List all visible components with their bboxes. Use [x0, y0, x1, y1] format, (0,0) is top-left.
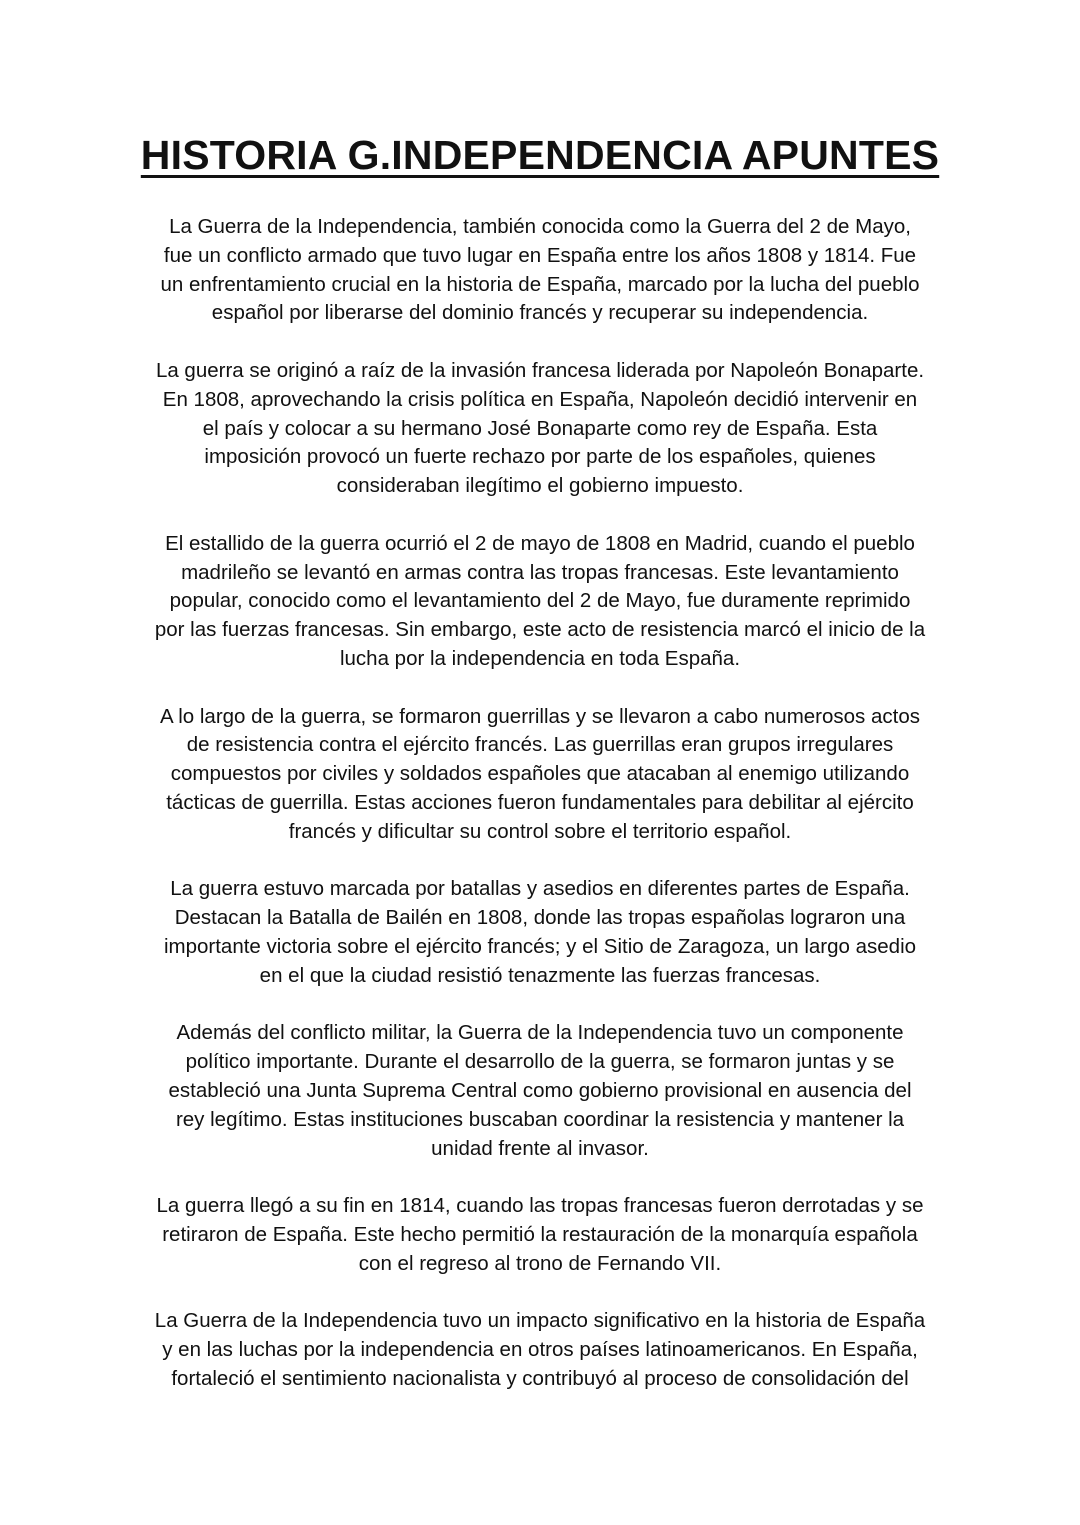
paragraph-4 — [120, 703, 960, 847]
paragraph-1 — [120, 213, 960, 328]
text-line: fortaleció el sentimiento nacionalista y contribuyó al proceso de consolidación del — [171, 1366, 909, 1390]
text-line: lucha por la independencia en toda España. — [339, 646, 741, 670]
text-line: La guerra llegó a su fin en 1814, cuando las tropas francesas fueron derrotadas y se — [156, 1194, 924, 1218]
text-line: y en las luchas por la independencia en otros países latinoamericanos. En España, — [162, 1338, 918, 1362]
text-line: de resistencia contra el ejército francés. Las guerrillas eran grupos irregulares — [186, 733, 894, 757]
paragraph-7 — [120, 1192, 960, 1278]
paragraph-2 — [120, 357, 960, 501]
text-line: imposición provocó un fuerte rechazo por parte de los españoles, quienes — [204, 445, 876, 469]
text-line: madrileño se levantó en armas contra las tropas francesas. Este levantamiento — [181, 560, 899, 584]
text-line: Destacan la Batalla de Bailén en 1808, donde las tropas españolas lograron una — [174, 906, 906, 930]
text-line: político importante. Durante el desarrollo de la guerra, se formaron juntas y se — [185, 1050, 895, 1074]
text-line: compuestos por civiles y soldados españoles que atacaban al enemigo utilizando — [170, 762, 910, 786]
text-line: en el que la ciudad resistió tenazmente las fuerzas francesas. — [259, 963, 821, 987]
text-line: importante victoria sobre el ejército francés; y el Sitio de Zaragoza, un largo asedio — [163, 934, 917, 958]
text-line: El estallido de la guerra ocurrió el 2 de mayo de 1808 en Madrid, cuando el pueblo — [165, 531, 915, 555]
text-line: La Guerra de la Independencia tuvo un impacto significativo en la historia de España — [154, 1309, 926, 1333]
text-line: retiraron de España. Este hecho permitió la restauración de la monarquía española — [162, 1222, 918, 1246]
text-line: fue un conflicto armado que tuvo lugar en España entre los años 1808 y 1814. Fue — [163, 243, 917, 267]
text-line: La Guerra de la Independencia, también conocida como la Guerra del 2 de Mayo, — [169, 215, 911, 238]
text-line: En 1808, aprovechando la crisis política en España, Napoleón decidió intervenir en — [162, 387, 918, 411]
text-line: por las fuerzas francesas. Sin embargo, este acto de resistencia marcó el inicio de la — [154, 618, 926, 642]
text-line: La guerra se originó a raíz de la invasión francesa liderada por Napoleón Bonaparte. — [155, 358, 925, 382]
text-line: francés y dificultar su control sobre el territorio español. — [288, 819, 792, 843]
document-body — [120, 213, 960, 1422]
text-line: consideraban ilegítimo el gobierno impuesto. — [336, 474, 744, 498]
paragraph-8 — [120, 1307, 960, 1393]
text-line: tácticas de guerrilla. Estas acciones fueron fundamentales para debilitar al ejército — [166, 790, 914, 814]
text-line: estableció una Junta Suprema Central como gobierno provisional en ausencia del — [168, 1078, 912, 1102]
text-line: con el regreso al trono de Fernando VII. — [358, 1251, 722, 1275]
text-line: Además del conflicto militar, la Guerra de la Independencia tuvo un componente — [176, 1021, 904, 1045]
paragraph-3 — [120, 530, 960, 674]
text-line: A lo largo de la guerra, se formaron guerrillas y se llevaron a cabo numerosos actos — [159, 704, 921, 728]
text-line: La guerra estuvo marcada por batallas y asedios en diferentes partes de España. — [170, 877, 910, 901]
text-line: rey legítimo. Estas instituciones buscaban coordinar la resistencia y mantener la — [175, 1107, 905, 1131]
text-line: unidad frente al invasor. — [431, 1136, 649, 1160]
text-line: el país y colocar a su hermano José Bonaparte como rey de España. Esta — [202, 416, 878, 440]
paragraph-5 — [120, 875, 960, 990]
text-line: español por liberarse del dominio francés y recuperar su independencia. — [211, 301, 869, 325]
page-title: HISTORIA G.INDEPENDENCIA APUNTES — [140, 132, 940, 178]
text-line: popular, conocido como el levantamiento del 2 de Mayo, fue duramente reprimido — [169, 589, 911, 613]
paragraph-6 — [120, 1019, 960, 1163]
text-line: un enfrentamiento crucial en la historia de España, marcado por la lucha del pueblo — [160, 272, 920, 296]
